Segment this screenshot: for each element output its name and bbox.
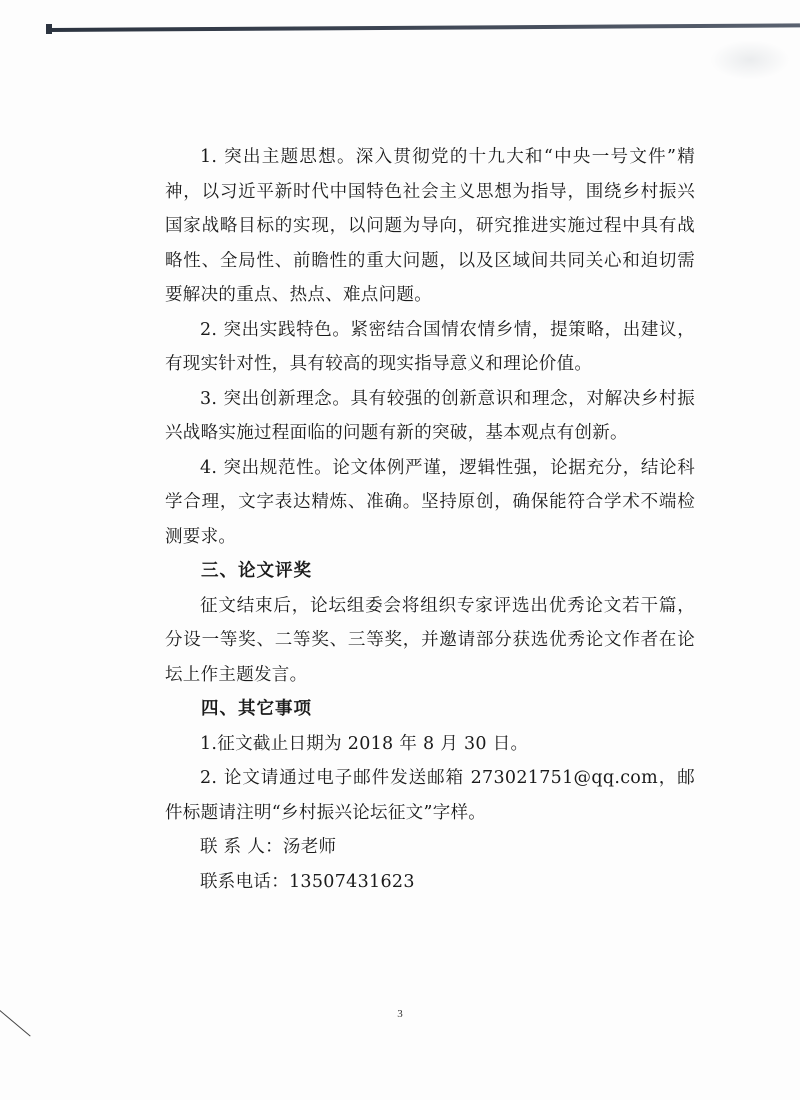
contact-phone: 联系电话：13507431623 [200,871,415,892]
criterion-2-paragraph: 2. 突出实践特色。紧密结合国情农情乡情，提策略，出建议，有现实针对性，具有较高的现实指导意义和理论价值。 [165,319,695,374]
submission-paragraph: 2. 论文请通过电子邮件发送邮箱 273021751@qq.com，邮件标题请注明“乡村振兴论坛征文”字样。 [165,768,695,823]
document-body [165,140,695,899]
awards-paragraph: 征文结束后，论坛组委会将组织专家评选出优秀论文若干篇，分设一等奖、二等奖、三等奖，并邀请部分获选优秀论文作者在论坛上作主题发言。 [165,595,695,685]
criterion-1-paragraph: 1. 突出主题思想。深入贯彻党的十九大和“中央一号文件”精神，以习近平新时代中国特色社会主义思想为指导，围绕乡村振兴国家战略目标的实现，以问题为导向，研究推进实施过程中具有战略性、全局性、前瞻性的重大问题，以及区域间共同关心和迫切需要解决的重点、热点、难点问题。 [165,147,695,305]
contact-person: 联 系 人：汤老师 [200,837,337,857]
scan-artifact [710,40,790,80]
page-number: 3 [397,1008,403,1020]
section-heading-awards: 三、论文评奖 [201,561,312,581]
deadline-paragraph: 1.征文截止日期为 2018 年 8 月 30 日。 [200,733,529,754]
criterion-3-paragraph: 3. 突出创新理念。具有较强的创新意识和理念，对解决乡村振兴战略实施过程面临的问题有新的突破，基本观点有创新。 [165,388,695,443]
criterion-4-paragraph: 4. 突出规范性。论文体例严谨，逻辑性强，论据充分，结论科学合理，文字表达精炼、准确。坚持原创，确保能符合学术不端检测要求。 [165,457,695,547]
scan-edge-line [50,23,800,32]
section-heading-other: 四、其它事项 [201,699,312,719]
